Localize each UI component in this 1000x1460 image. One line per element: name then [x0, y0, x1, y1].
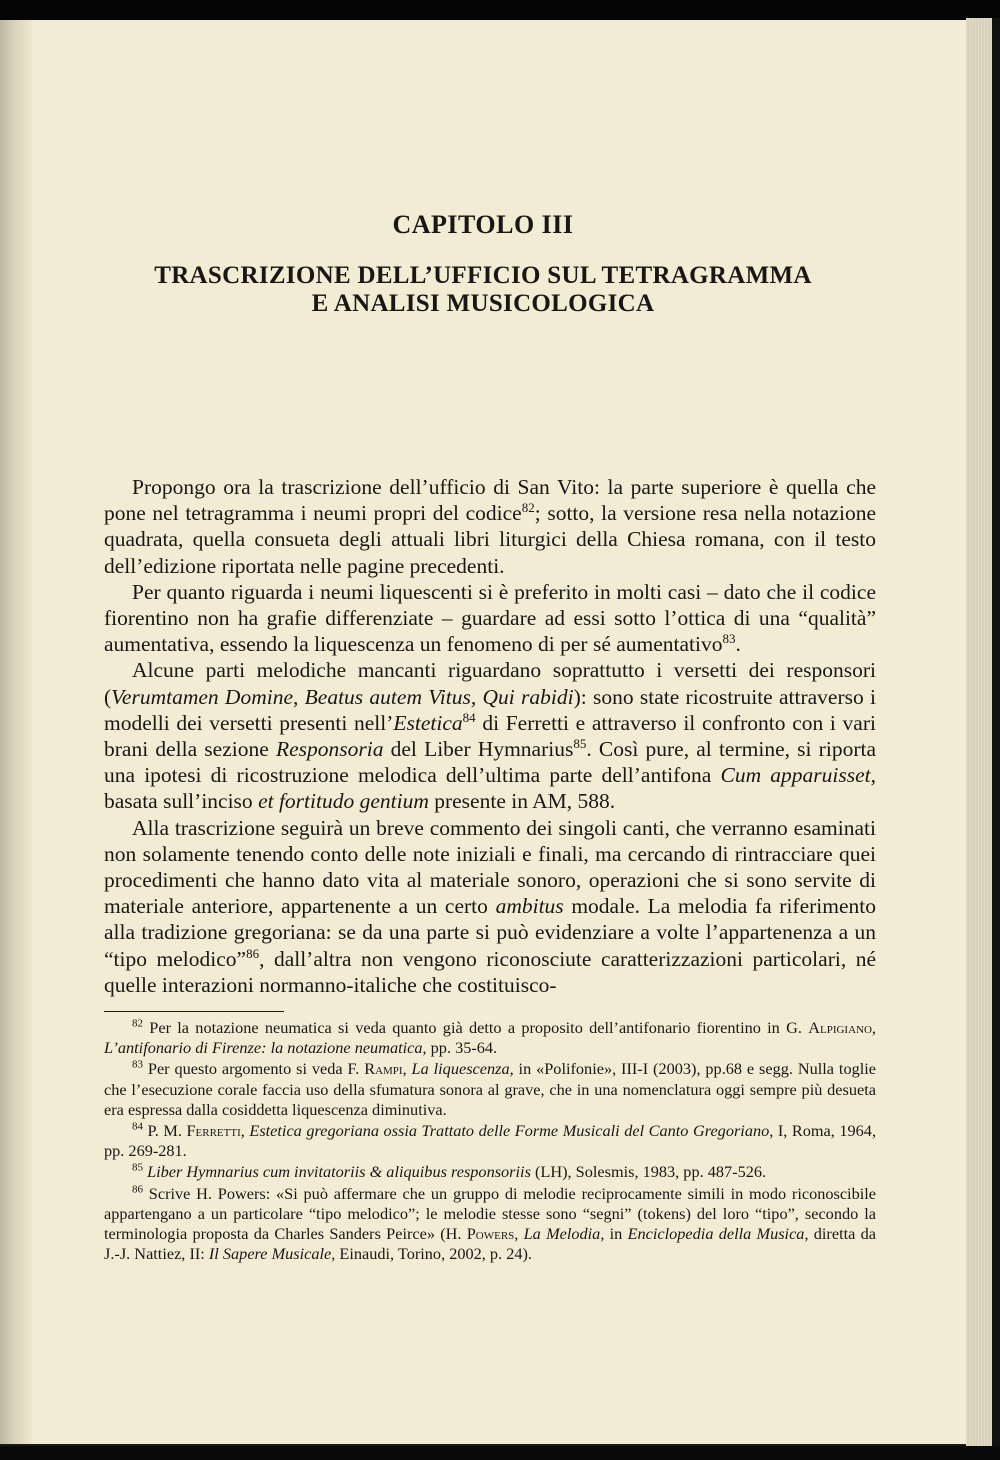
chapter-title [0, 262, 966, 318]
footnote-ref-83[interactable]: 83 [722, 631, 736, 647]
footnote-83: $^{83}$ Per questo argomento si veda F. Rampi, La liquescenza, in «Polifonie», III-I (2003), pp.68 e segg. Nulla toglie che l’esecuzione corale faccia uso della sfumatura sonora al grave, che in una nomenclatura oggi sempre più desueta era espressa dalla cosiddetta liquescenza diminutiva. [104, 1058, 876, 1119]
footnote-ref-82[interactable]: 82 [521, 500, 535, 516]
footnote-ref-84[interactable]: 84 [462, 709, 476, 725]
chapter-title-line-2: E ANALISI MUSICOLOGICA [311, 290, 655, 317]
footnote-86: $^{86}$ Scrive H. Powers: «Si può affermare che un gruppo di melodie reciprocamente simili in modo riconoscibile appartengano a un particolare “tipo melodico”; le melodie stesse sono “segni” (tokens) del loro “tipo”, secondo la terminologia proposta da Charles Sanders Peirce» (H. Powers, La Melodia, in Enciclopedia della Musica, diretta da J.-J. Nattiez, II: Il Sapere Musicale, Einaudi, Torino, 2002, p. 24). [104, 1183, 876, 1264]
footnotes [104, 1018, 876, 1265]
footnote-ref-85[interactable]: 85 [573, 735, 587, 751]
scan-right-border [992, 18, 1000, 1446]
footnote-84: $^{84}$ P. M. Ferretti, Estetica gregoriana ossia Trattato delle Forme Musicali del Canto Gregoriano, I, Roma, 1964, pp. 269-281. [104, 1120, 877, 1161]
footnote-85: $^{85}$ Liber Hymnarius cum invitatoriis & aliquibus responsoriis (LH), Solesmis, 1983, pp. 487-526. [132, 1162, 767, 1182]
paragraph-3: Alcune parti melodiche mancanti riguardano soprattutto i versetti dei responsori (Verumtamen Domine, Beatus autem Vitus, Qui rabidi): sono state ricostruite attraverso i modelli dei versetti presenti nell’Estetica$^{84}$ di Ferretti e attraverso il confronto con i vari brani della sezione Responsoria del Liber Hymnarius$^{85}$. Così pure, al termine, si riporta una ipotesi di ricostruzione melodica dell’ultima parte dell’antifona Cum apparuisset, basata sull’inciso et fortitudo gentium presente in AM, 588. [104, 658, 876, 814]
footnote-82: $^{82}$ Per la notazione neumatica si veda quanto già detto a proposito dell’antifonario fiorentino in G. Alpigiano, L’antifonario di Firenze: la notazione neumatica, pp. 35-64. [104, 1017, 876, 1058]
paragraph-2: Per quanto riguarda i neumi liquescenti si è preferito in molti casi – dato che il codice fiorentino non ha grafie differenziate – guardare ad essi sotto l’ottica di una “qualità” aumentativa, essendo la liquescenza un fenomeno di per sé aumentativo$^{83}$. [104, 579, 876, 657]
scan-bottom-border [0, 1446, 1000, 1460]
body-text [104, 474, 876, 998]
page-edges [966, 18, 992, 1446]
chapter-title-line-1: TRASCRIZIONE DELL’UFFICIO SUL TETRAGRAMMA [154, 262, 812, 289]
footnote-ref-86[interactable]: 86 [246, 945, 260, 961]
paragraph-4: Alla trascrizione seguirà un breve commento dei singoli canti, che verranno esaminati non solamente tenendo conto delle note iniziali e finali, ma cercando di rintracciare quei procedimenti che hanno dato vita al materiale sonoro, operazioni che si sono servite di materiale anteriore, appartenente a un certo ambitus modale. La melodia fa riferimento alla tradizione gregoriana: se da una parte si può evidenziare a volte l’appartenenza a un “tipo melodico”$^{86}$, dall’altra non vengono riconosciute caratterizzazioni particolari, né quelle interazioni normanno-italiche che costituisco- [104, 815, 877, 997]
paragraph-1: Propongo ora la trascrizione dell’ufficio di San Vito: la parte superiore è quella che pone nel tetragramma i neumi propri del codice$^{82}$; sotto, la versione resa nella notazione quadrata, quella consueta degli attuali libri liturgici della Chiesa romana, con il testo dell’edizione riportata nelle pagine precedenti. [104, 475, 876, 578]
scan-top-border [0, 0, 1000, 20]
footnote-separator [104, 1011, 284, 1012]
chapter-number: CAPITOLO III [392, 210, 574, 239]
